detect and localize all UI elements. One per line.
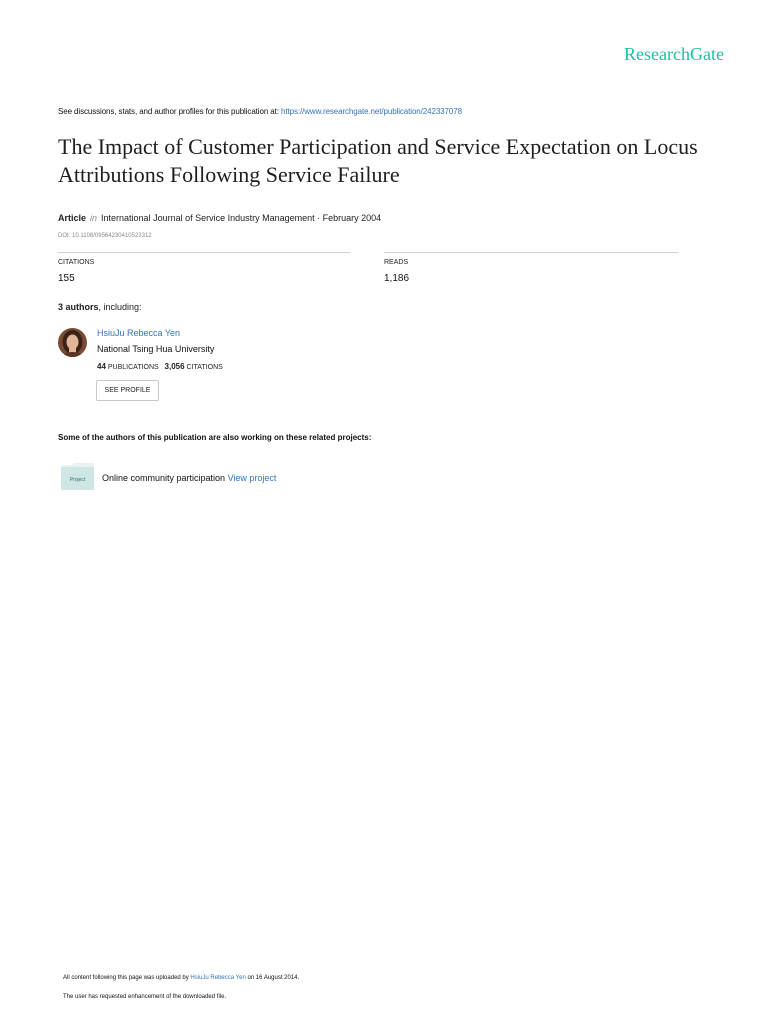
upload-prefix: All content following this page was uploaded by — [63, 975, 191, 981]
project-folder-icon[interactable] — [61, 463, 94, 490]
journal-and-date: International Journal of Service Industry Management · February 2004 — [101, 213, 382, 223]
reads-divider — [384, 252, 678, 253]
author-citations-count: 3,056 — [164, 362, 185, 371]
project-name: Online community participation — [102, 473, 226, 483]
see-profile-button[interactable]: SEE PROFILE — [96, 380, 159, 401]
author-stats — [97, 362, 223, 371]
upload-note — [63, 975, 299, 981]
project-icon-label: Project — [69, 477, 86, 483]
project-item — [102, 473, 276, 483]
author-affiliation: National Tsing Hua University — [97, 344, 215, 354]
authors-heading — [58, 302, 142, 312]
researchgate-logo[interactable]: ResearchGate — [624, 44, 724, 64]
article-meta — [58, 213, 381, 223]
author-photo — [58, 328, 87, 357]
uploader-link[interactable]: HsiuJu Rebecca Yen — [190, 975, 246, 981]
author-avatar[interactable] — [58, 328, 87, 357]
article-type: Article — [58, 213, 87, 223]
author-citations-label: CITATIONS — [186, 364, 223, 371]
publications-count: 44 — [97, 362, 106, 371]
view-project-link[interactable]: View project — [227, 473, 277, 483]
related-projects-heading: Some of the authors of this publication are also working on these related projects: — [58, 433, 372, 442]
citations-divider — [58, 252, 350, 253]
citations-label: CITATIONS — [58, 259, 95, 266]
author-name-link[interactable]: HsiuJu Rebecca Yen — [97, 328, 181, 338]
authors-count: 3 authors — [58, 302, 99, 312]
discussion-line — [58, 107, 462, 116]
publications-label: PUBLICATIONS — [107, 364, 159, 371]
enhancement-note: The user has requested enhancement of the downloaded file. — [63, 994, 227, 1000]
reads-label: READS — [384, 259, 409, 266]
article-title: The Impact of Customer Participation and Service Expectation on Locus Attributions Following Service Failure — [58, 134, 698, 187]
doi: DOI: 10.1108/09564230410523312 — [58, 233, 152, 239]
folder-icon — [61, 463, 94, 490]
publication-url-link[interactable]: https://www.researchgate.net/publication/242337078 — [281, 107, 462, 116]
upload-suffix: on 16 August 2014. — [245, 975, 300, 981]
discussion-prefix: See discussions, stats, and author profiles for this publication at: — [58, 107, 282, 116]
in-label: in — [90, 213, 98, 223]
citations-value: 155 — [58, 273, 75, 284]
reads-value: 1,186 — [384, 273, 410, 284]
authors-suffix: , including: — [98, 302, 142, 312]
